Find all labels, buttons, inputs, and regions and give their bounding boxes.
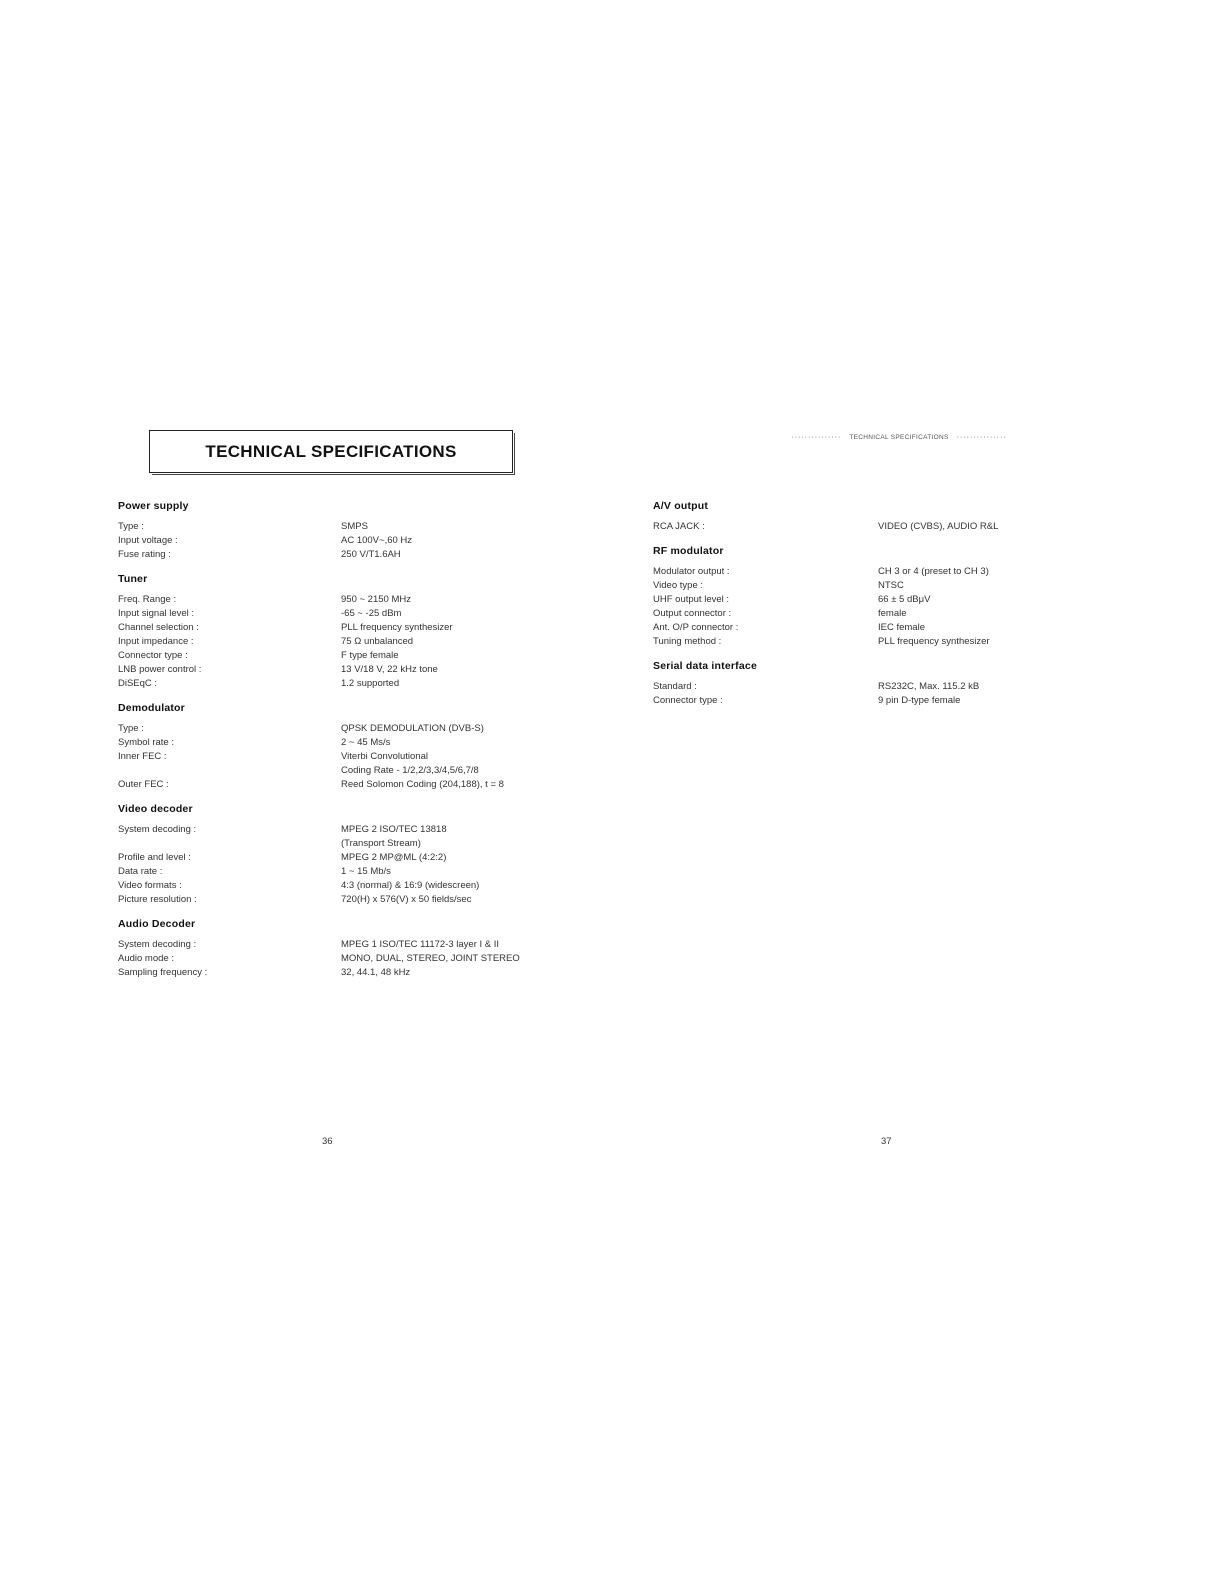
spec-value <box>878 635 1073 649</box>
spec-value-line: 2 ~ 45 Ms/s <box>341 737 391 748</box>
spec-label: Type : <box>118 723 144 734</box>
spec-row <box>118 635 568 649</box>
spec-value <box>341 823 568 851</box>
spec-value-line: VIDEO (CVBS), AUDIO R&L <box>878 521 999 532</box>
spec-value-line: RS232C, Max. 115.2 kB <box>878 681 980 692</box>
section-title: Audio Decoder <box>118 918 196 930</box>
spec-row <box>653 520 1073 534</box>
spec-value <box>878 579 1073 593</box>
spec-row <box>653 607 1073 621</box>
spec-row <box>118 722 568 736</box>
spec-row <box>118 865 568 879</box>
spec-label: System decoding : <box>118 939 197 950</box>
spec-row <box>118 893 568 907</box>
spec-value <box>878 520 1073 534</box>
spec-row <box>653 680 1073 694</box>
dot-leader-right: ··············· <box>956 434 1007 441</box>
spec-value-line: SMPS <box>341 521 368 532</box>
spec-value <box>341 593 568 607</box>
spec-label: Inner FEC : <box>118 751 167 762</box>
spec-label: Sampling frequency : <box>118 967 208 978</box>
spec-label: Picture resolution : <box>118 894 197 905</box>
spec-label: RCA JACK : <box>653 521 705 532</box>
spec-label: Channel selection : <box>118 622 199 633</box>
spec-list-left <box>118 500 568 991</box>
spec-row <box>118 938 568 952</box>
spec-value-line: 4:3 (normal) & 16:9 (widescreen) <box>341 880 480 891</box>
spec-value <box>341 865 568 879</box>
spec-row <box>118 879 568 893</box>
spec-section <box>118 500 568 562</box>
dot-leader-left: ··············· <box>791 434 842 441</box>
spec-row <box>118 677 568 691</box>
spec-row <box>118 534 568 548</box>
spec-row <box>118 778 568 792</box>
section-title: Tuner <box>118 573 148 585</box>
spec-label: Outer FEC : <box>118 779 169 790</box>
spec-label: Symbol rate : <box>118 737 174 748</box>
spec-value-line: 32, 44.1, 48 kHz <box>341 967 411 978</box>
spec-label: Freq. Range : <box>118 594 177 605</box>
spec-label: Standard : <box>653 681 697 692</box>
spec-value-line: CH 3 or 4 (preset to CH 3) <box>878 566 989 577</box>
spec-label: DiSEqC : <box>118 678 158 689</box>
spec-row <box>118 548 568 562</box>
spec-value <box>341 520 568 534</box>
spec-row <box>653 621 1073 635</box>
spec-value-line: Viterbi Convolutional <box>341 751 428 762</box>
spec-value-line: 13 V/18 V, 22 kHz tone <box>341 664 438 675</box>
spec-value <box>341 879 568 893</box>
running-head <box>749 434 1049 441</box>
spec-value-line: 66 ± 5 dBμV <box>878 594 931 605</box>
spec-value <box>341 893 568 907</box>
spec-value-line: 250 V/T1.6AH <box>341 549 401 560</box>
spec-value <box>341 663 568 677</box>
spec-value-line: Coding Rate - 1/2,2/3,3/4,5/6,7/8 <box>341 765 479 776</box>
spec-value <box>878 680 1073 694</box>
spec-value <box>341 938 568 952</box>
spec-value <box>341 736 568 750</box>
spec-row <box>653 565 1073 579</box>
spec-section <box>653 660 1073 708</box>
spec-value-line: MPEG 2 MP@ML (4:2:2) <box>341 852 447 863</box>
spec-row <box>118 621 568 635</box>
spec-section <box>118 803 568 907</box>
spec-row <box>118 607 568 621</box>
spec-label: Data rate : <box>118 866 163 877</box>
spec-label: Tuning method : <box>653 636 722 647</box>
spec-label: Output connector : <box>653 608 732 619</box>
spec-value-line: IEC female <box>878 622 925 633</box>
page-number-right: 37 <box>881 1136 892 1147</box>
spec-row <box>118 851 568 865</box>
spec-value-line: 1.2 supported <box>341 678 400 689</box>
spec-row <box>118 736 568 750</box>
spec-label: Fuse rating : <box>118 549 171 560</box>
spec-label: Modulator output : <box>653 566 730 577</box>
spec-section <box>653 545 1073 649</box>
spec-value-line: NTSC <box>878 580 904 591</box>
spec-value <box>341 677 568 691</box>
right-page <box>611 0 1223 1584</box>
spec-value-line: -65 ~ -25 dBm <box>341 608 402 619</box>
spec-row <box>653 579 1073 593</box>
spec-section <box>118 702 568 792</box>
spec-row <box>118 952 568 966</box>
spec-value-line: MPEG 2 ISO/TEC 13818 <box>341 824 447 835</box>
spec-value <box>341 621 568 635</box>
spec-value-line: PLL frequency synthesizer <box>341 622 453 633</box>
spec-row <box>653 694 1073 708</box>
spec-value <box>341 722 568 736</box>
spec-row <box>653 593 1073 607</box>
spec-row <box>118 520 568 534</box>
section-title: Video decoder <box>118 803 193 815</box>
running-head-title: TECHNICAL SPECIFICATIONS <box>849 434 949 441</box>
title-box <box>149 430 513 473</box>
section-title: Power supply <box>118 500 189 512</box>
spec-value-line: 720(H) x 576(V) x 50 fields/sec <box>341 894 472 905</box>
section-title: Serial data interface <box>653 660 757 672</box>
spec-label: Type : <box>118 521 144 532</box>
spec-value-line: MONO, DUAL, STEREO, JOINT STEREO <box>341 953 520 964</box>
spec-value <box>341 750 568 778</box>
spec-value-line: 950 ~ 2150 MHz <box>341 594 411 605</box>
spec-row <box>118 663 568 677</box>
spec-value <box>878 565 1073 579</box>
spec-value <box>341 548 568 562</box>
section-title: Demodulator <box>118 702 185 714</box>
spec-label: Connector type : <box>653 695 723 706</box>
spec-row <box>118 593 568 607</box>
left-page <box>0 0 611 1584</box>
spec-label: LNB power control : <box>118 664 202 675</box>
spec-value <box>341 635 568 649</box>
spec-label: Video formats : <box>118 880 182 891</box>
spec-value-line: 75 Ω unbalanced <box>341 636 414 647</box>
spec-row <box>118 823 568 851</box>
spec-value <box>341 534 568 548</box>
spec-value <box>878 593 1073 607</box>
spec-label: Video type : <box>653 580 704 591</box>
spec-label: UHF output level : <box>653 594 730 605</box>
spec-row <box>653 635 1073 649</box>
spec-row <box>118 750 568 778</box>
section-title: RF modulator <box>653 545 724 557</box>
spec-value <box>878 621 1073 635</box>
spec-row <box>118 649 568 663</box>
spec-row <box>118 966 568 980</box>
spec-label: Input impedance : <box>118 636 194 647</box>
spec-value-line: 1 ~ 15 Mb/s <box>341 866 391 877</box>
spec-label: Input voltage : <box>118 535 178 546</box>
spec-list-right <box>653 500 1073 719</box>
spec-value <box>341 649 568 663</box>
spec-value-line: AC 100V~,60 Hz <box>341 535 413 546</box>
spec-section <box>118 918 568 980</box>
spec-value <box>341 952 568 966</box>
spec-value <box>878 607 1073 621</box>
page-title: TECHNICAL SPECIFICATIONS <box>205 441 457 461</box>
spec-label: Profile and level : <box>118 852 191 863</box>
spec-label: Input signal level : <box>118 608 195 619</box>
spec-value-line: Reed Solomon Coding (204,188), t = 8 <box>341 779 504 790</box>
spec-value-line: QPSK DEMODULATION (DVB-S) <box>341 723 484 734</box>
spec-value <box>341 851 568 865</box>
page-number-left: 36 <box>322 1136 333 1147</box>
spec-value <box>341 778 568 792</box>
spec-value <box>878 694 1073 708</box>
spec-value-line: female <box>878 608 907 619</box>
spec-value-line: (Transport Stream) <box>341 838 421 849</box>
spec-label: Connector type : <box>118 650 188 661</box>
spec-value-line: MPEG 1 ISO/TEC 11172-3 layer I & II <box>341 939 500 950</box>
spec-label: Ant. O/P connector : <box>653 622 739 633</box>
spec-value-line: F type female <box>341 650 399 661</box>
spec-value <box>341 966 568 980</box>
spec-value-line: 9 pin D-type female <box>878 695 961 706</box>
spec-label: System decoding : <box>118 824 197 835</box>
section-title: A/V output <box>653 500 709 512</box>
spec-label: Audio mode : <box>118 953 174 964</box>
spec-value-line: PLL frequency synthesizer <box>878 636 990 647</box>
spec-section <box>118 573 568 691</box>
spec-value <box>341 607 568 621</box>
spec-section <box>653 500 1073 534</box>
